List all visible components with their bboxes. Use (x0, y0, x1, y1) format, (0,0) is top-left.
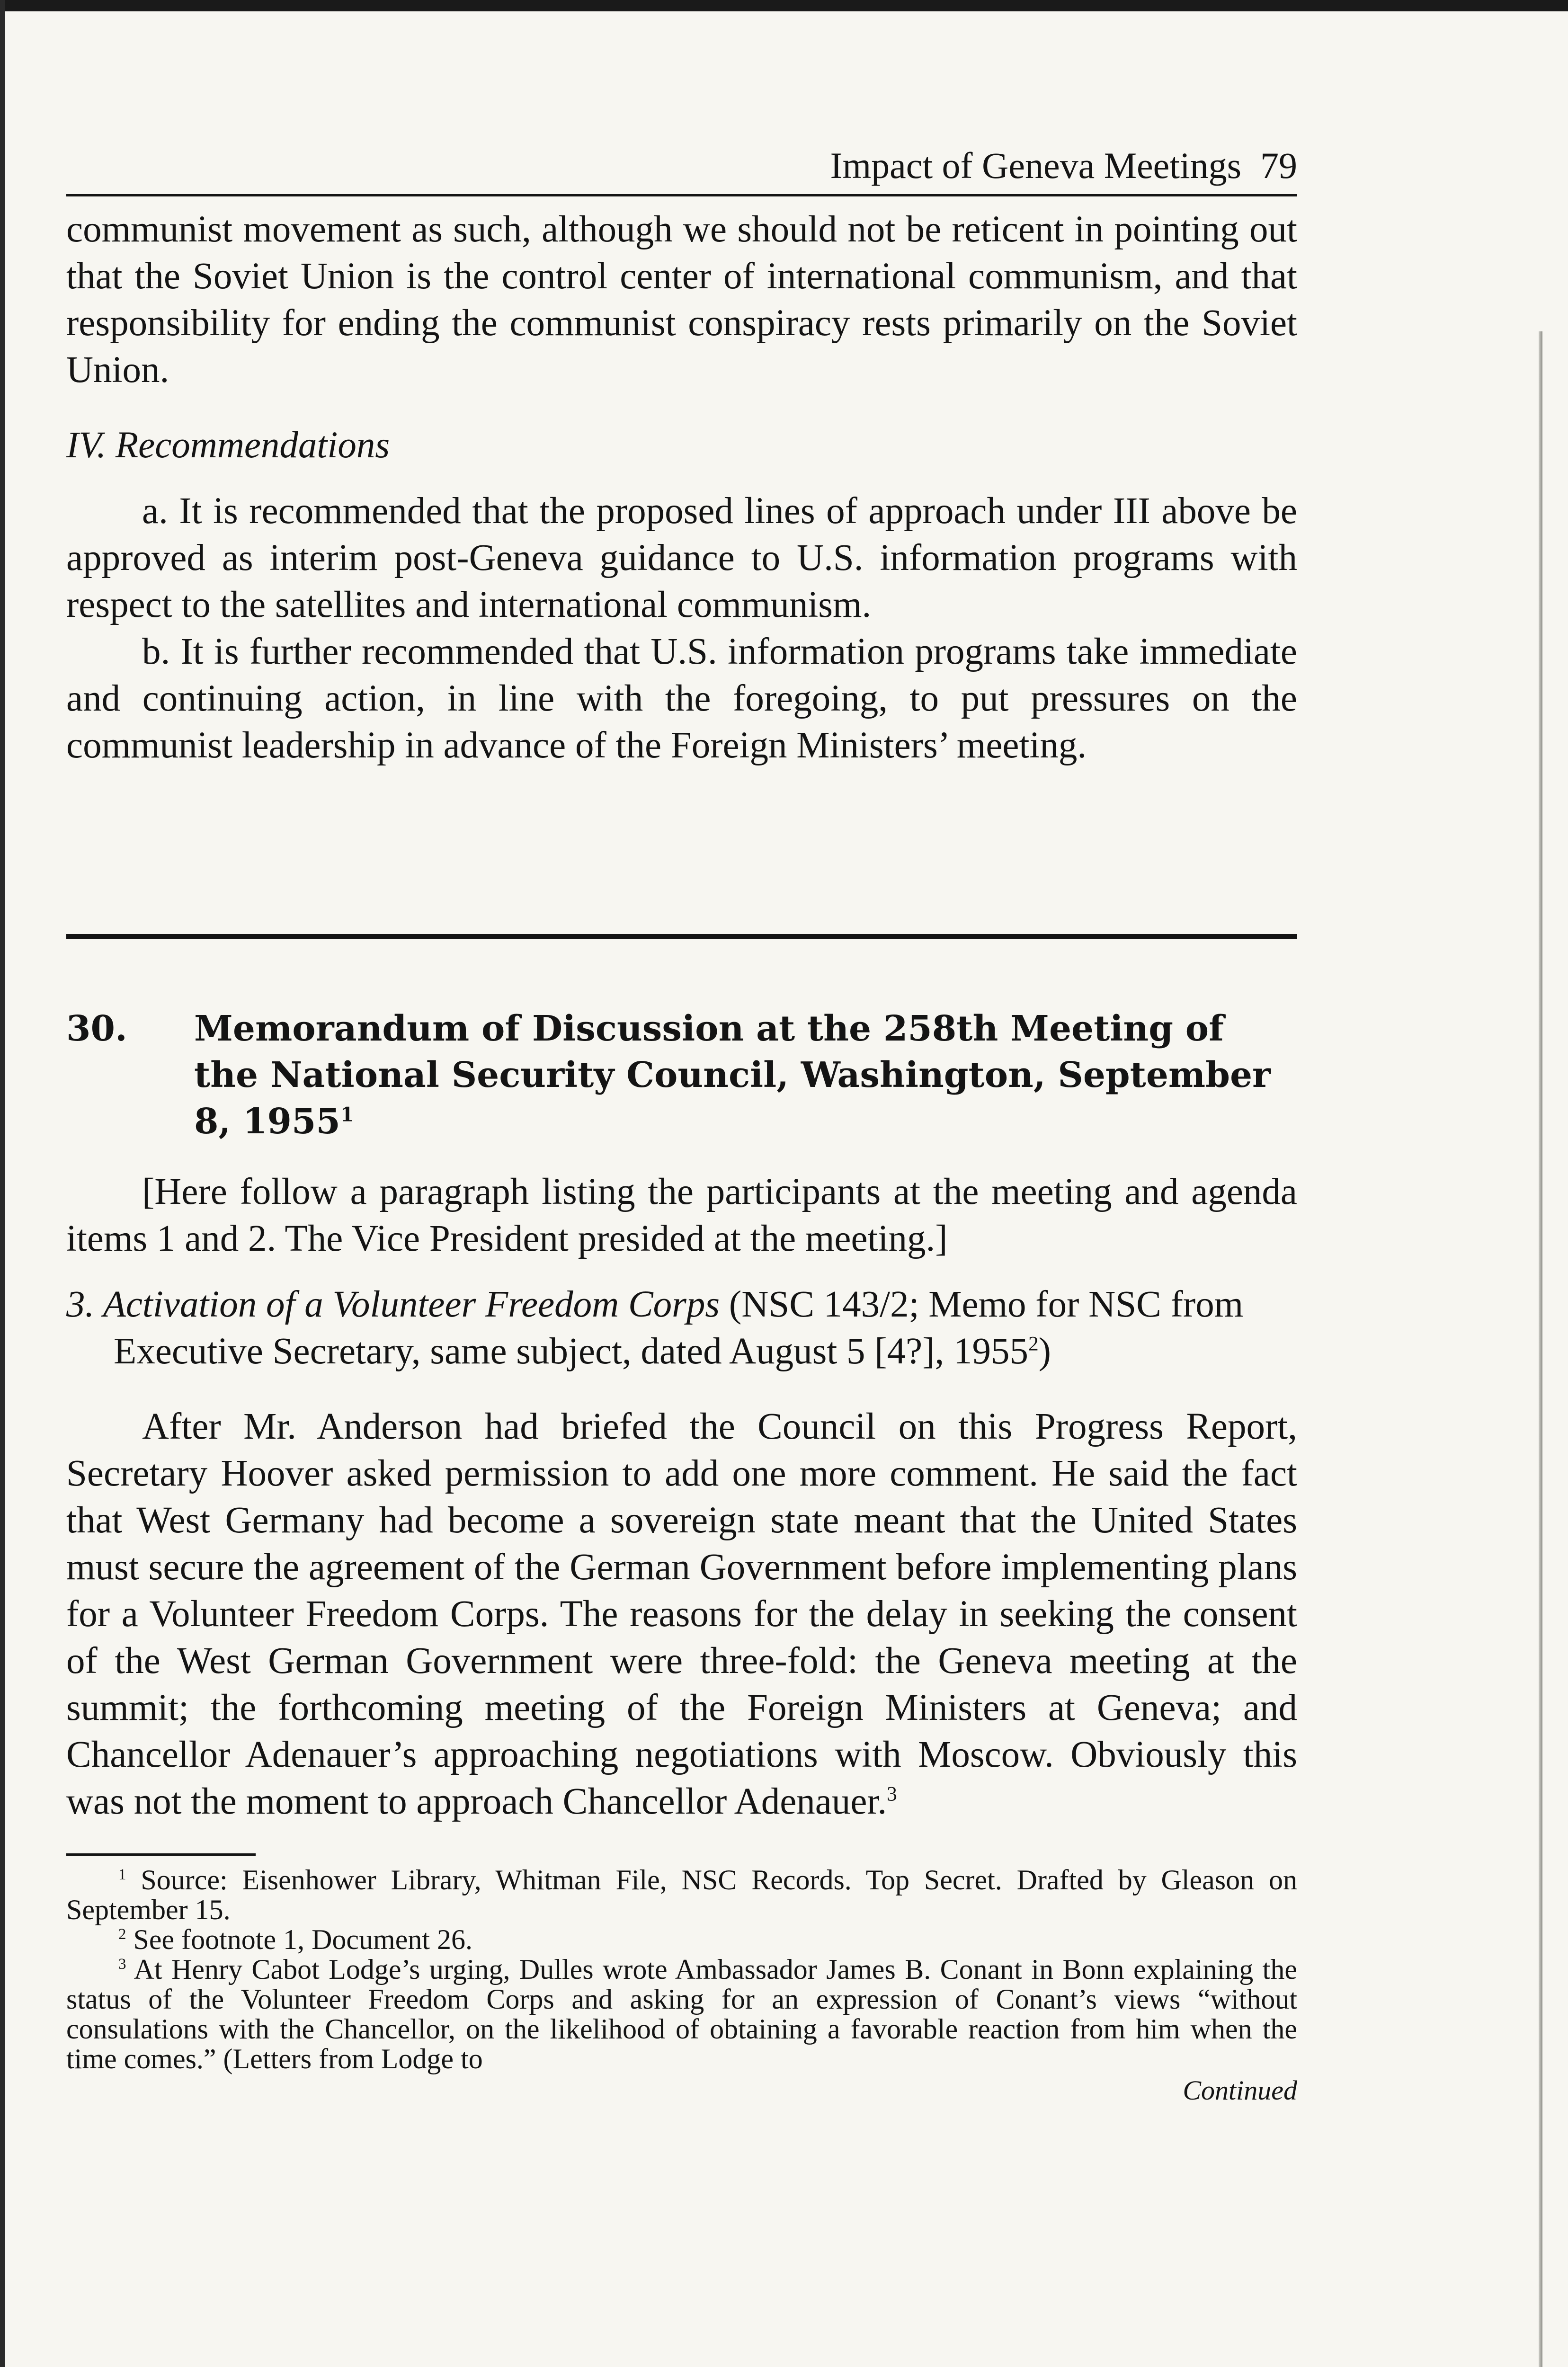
section-heading: IV. Recommendations (66, 425, 390, 466)
footnote-3-text: At Henry Cabot Lodge’s urging, Dulles wrote Ambassador James B. Conant in Bonn explaining the status of the Volunteer Freedom Corps and asking for an expression of Conant’s views “without consulations with the Chancellor, on the likelihood of obtaining a favorable reaction from him when the time comes.” (Letters from Lodge to (66, 1954, 1297, 2074)
running-head (66, 137, 1297, 196)
footnote-3-marker: 3 (118, 1956, 126, 1973)
footnote-1-text: Source: Eisenhower Library, Whitman File, NSC Records. Top Secret. Drafted by Gleason on September 15. (66, 1864, 1297, 1925)
running-head-title: Impact of Geneva Meetings (830, 145, 1241, 186)
document-title (194, 1006, 1297, 1145)
continued-label: Continued (1183, 2075, 1297, 2106)
discussion-paragraph-text: After Mr. Anderson had briefed the Council on this Progress Report, Secretary Hoover asked permission to add one more comment. He said the fact that West Germany had become a sovereign state meant that the United States must secure the agreement of the German Government before implementing plans for a Volunteer Freedom Corps. The reasons for the delay in seeking the consent of the West German Government were three-fold: the Geneva meeting at the summit; the forthcoming meeting of the Foreign Ministers at Geneva; and Chancellor Adenauer’s approaching negotiations with Moscow. Obviously this was not the moment to approach Chancellor Adenauer. (66, 1406, 1297, 1822)
footnote-2-text: See footnote 1, Document 26. (133, 1924, 473, 1955)
footnote-2-marker: 2 (118, 1926, 126, 1943)
heavy-rule (66, 934, 1297, 939)
footnote-2 (66, 1925, 1297, 1955)
agenda-item-closing: ) (1038, 1331, 1051, 1372)
footnote-ref-2: 2 (1028, 1332, 1039, 1355)
document-number: 30. (66, 1008, 127, 1049)
agenda-item-title: 3. Activation of a Volunteer Freedom Corps (66, 1284, 720, 1325)
footnote-rule (66, 1853, 256, 1856)
recommendation-a: a. It is recommended that the proposed lines of approach under III above be approved as interim post-Geneva guidance to U.S. information programs with respect to the satellites and international communism. (66, 490, 1297, 625)
document-title-text: Memorandum of Discussion at the 258th Meeting of the National Security Council, Washington, September 8, 1955 (194, 1008, 1271, 1142)
footnote-ref-3: 3 (887, 1782, 897, 1806)
page-number: 79 (1260, 145, 1297, 186)
section-separator (66, 769, 1297, 939)
scan-edge-left (0, 0, 5, 2367)
discussion-paragraph (66, 1403, 1297, 1825)
footnote-ref-1: 1 (340, 1103, 354, 1126)
agenda-item (66, 1281, 1297, 1375)
book-page (66, 137, 1297, 2107)
editorial-note: [Here follow a paragraph listing the participants at the meeting and agenda items 1 and 2. The Vice President presided at the meeting.] (66, 1171, 1297, 1259)
continuation-paragraph: communist movement as such, although we should not be reticent in pointing out that the Soviet Union is the control center of international communism, and that responsibility for ending the communist conspiracy rests primarily on the Soviet Union. (66, 209, 1297, 391)
scan-edge-right (1539, 331, 1542, 2367)
agenda-item-reference: (NSC 143/2; Memo for NSC from Executive Secretary, same subject, dated August 5 [4?], 1955 (114, 1284, 1244, 1372)
footnote-1 (66, 1865, 1297, 1925)
scan-edge-top (0, 0, 1568, 11)
footnote-3 (66, 1955, 1297, 2074)
document-heading (66, 1006, 1297, 1145)
footnote-1-marker: 1 (118, 1866, 126, 1883)
recommendation-b: b. It is further recommended that U.S. information programs take immediate and continuing action, in line with the foregoing, to put pressures on the communist leadership in advance of the Foreign Ministers’ meeting. (66, 631, 1297, 766)
